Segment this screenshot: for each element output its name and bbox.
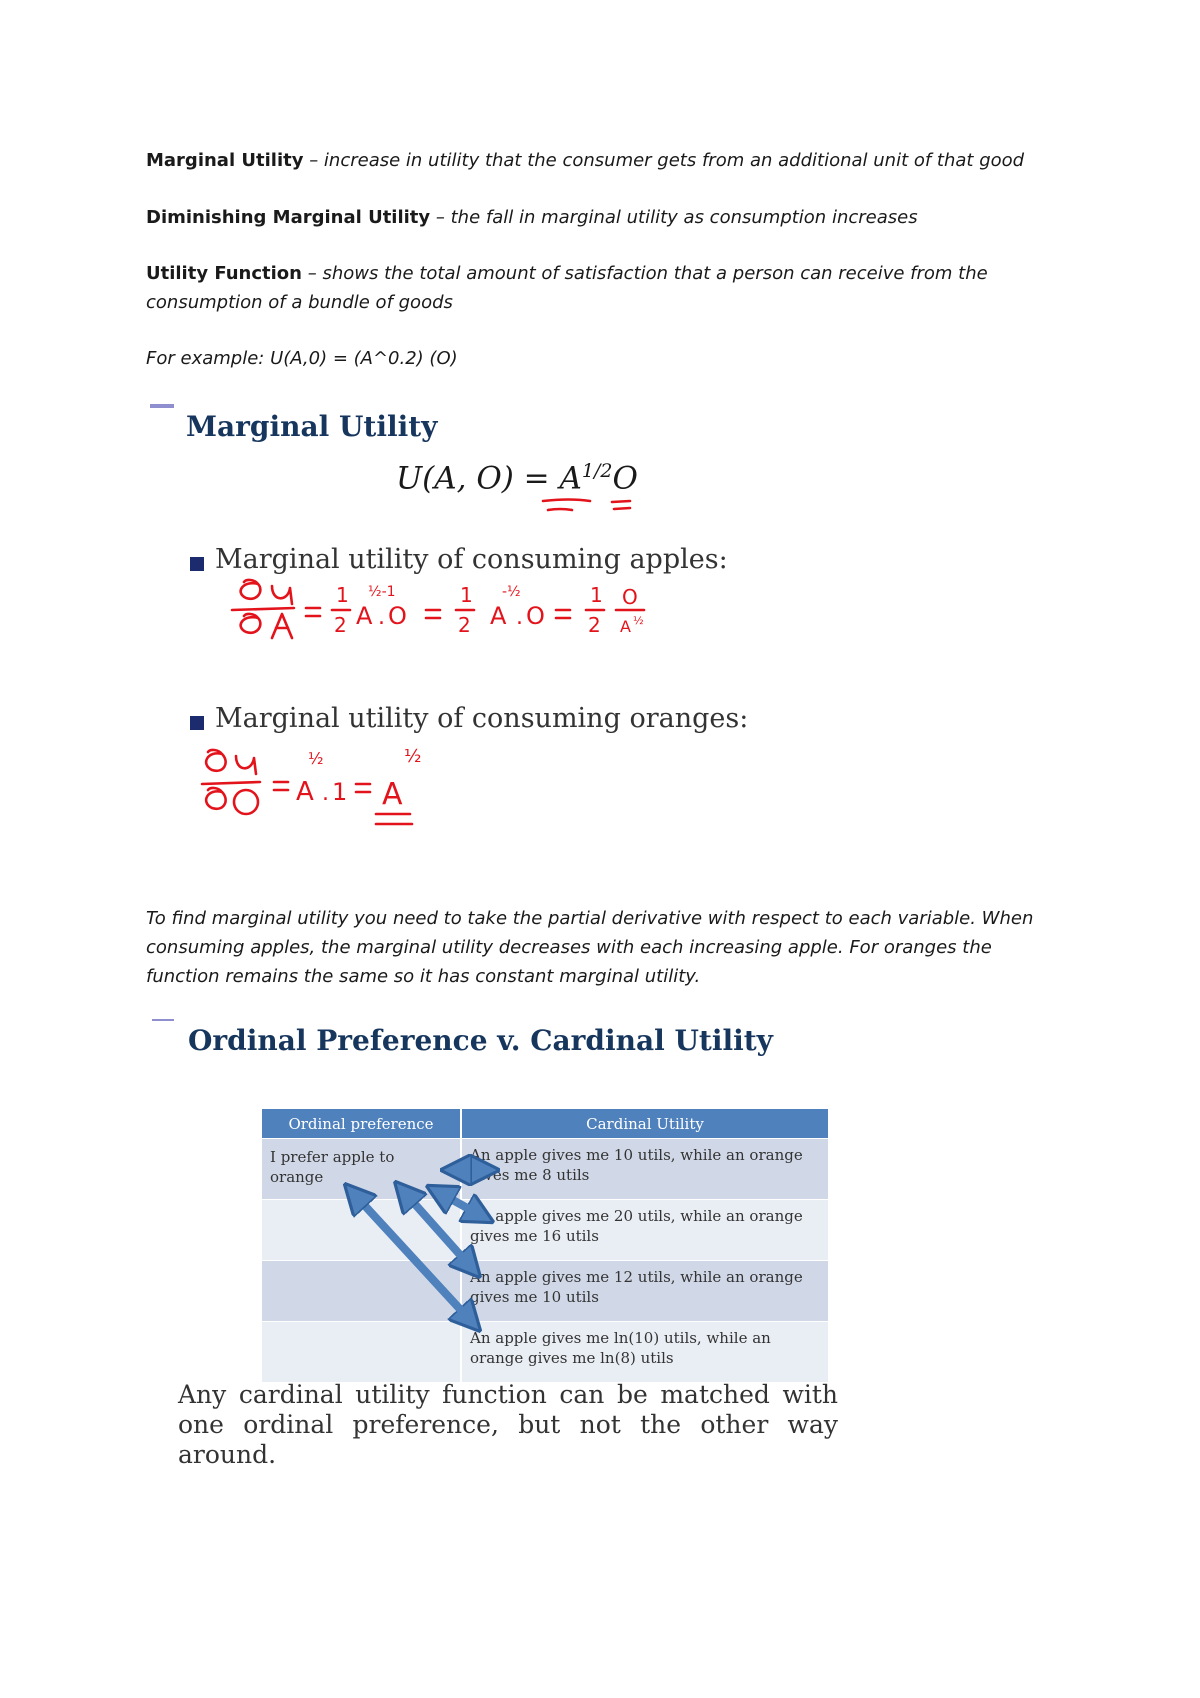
- formula-exponent: 1/2: [581, 460, 613, 482]
- example-text: For example: U(A,0) = (A^0.2) (O): [146, 348, 458, 369]
- bullet-apples: Marginal utility of consuming apples:: [215, 544, 728, 575]
- svg-text:.: .: [322, 781, 329, 806]
- svg-text:1: 1: [332, 778, 348, 806]
- svg-text:A: A: [490, 602, 507, 630]
- table-cell: An apple gives me 20 utils, while an orange gives me 16 utils: [461, 1200, 828, 1261]
- svg-text:½: ½: [633, 614, 644, 627]
- explanation-text: To find marginal utility you need to take the partial derivative with respect to each variable. When consuming apples, the marginal utility decreases with each increasing apple. For oranges the function remains the same so it has constant marginal utility.: [146, 908, 1034, 987]
- formula-rhs: O: [612, 460, 638, 497]
- svg-text:A: A: [356, 602, 373, 630]
- double-arrow-icon: [355, 1195, 470, 1320]
- svg-text:A: A: [620, 617, 631, 636]
- svg-text:A: A: [296, 777, 314, 807]
- svg-text:½-1: ½-1: [368, 584, 396, 600]
- svg-text:1: 1: [590, 583, 603, 607]
- definition-term: Diminishing Marginal Utility: [146, 207, 431, 228]
- header-cardinal-utility: Cardinal Utility: [461, 1109, 828, 1139]
- double-arrow-icon: [440, 1193, 480, 1215]
- svg-text:1: 1: [336, 583, 349, 607]
- slide-title-ordinal-cardinal: Ordinal Preference v. Cardinal Utility: [188, 1024, 773, 1057]
- definition-dash: –: [302, 263, 323, 284]
- svg-text:O: O: [388, 602, 407, 630]
- definition-term: Marginal Utility: [146, 150, 304, 171]
- bullet-oranges: Marginal utility of consuming oranges:: [215, 703, 749, 734]
- table-cell: An apple gives me ln(10) utils, while an orange gives me ln(8) utils: [461, 1322, 828, 1383]
- table-cell: An apple gives me 12 utils, while an orange gives me 10 utils: [461, 1261, 828, 1322]
- table-cell: I prefer apple to orange: [262, 1139, 461, 1200]
- definition-dash: –: [430, 207, 451, 228]
- table-cell: An apple gives me 10 utils, while an orange gives me 8 utils: [461, 1139, 828, 1200]
- svg-text:½: ½: [308, 749, 324, 768]
- slide-title-marginal-utility: Marginal Utility: [186, 410, 438, 443]
- svg-text:O: O: [622, 585, 638, 609]
- svg-text:2: 2: [458, 613, 471, 637]
- svg-text:.: .: [378, 605, 385, 630]
- definition-text: shows the total amount of satisfaction that a person can receive from the consumption of a bundle of goods: [146, 263, 988, 313]
- svg-text:2: 2: [334, 613, 347, 637]
- definition-term: Utility Function: [146, 263, 302, 284]
- svg-text:½: ½: [404, 746, 422, 767]
- svg-text:O: O: [526, 602, 545, 630]
- definition-text: increase in utility that the consumer gets from an additional unit of that good: [323, 150, 1025, 171]
- formula-lhs: U(A, O) = A: [396, 460, 582, 497]
- svg-text:-½: -½: [502, 584, 521, 600]
- svg-text:2: 2: [588, 613, 601, 637]
- definition-dash: –: [303, 150, 324, 171]
- svg-text:.: .: [516, 605, 523, 630]
- svg-text:A: A: [382, 777, 403, 812]
- svg-text:1: 1: [460, 583, 473, 607]
- definition-text: the fall in marginal utility as consumption increases: [450, 207, 918, 228]
- header-ordinal-preference: Ordinal preference: [262, 1109, 461, 1139]
- closing-statement: Any cardinal utility function can be matched with one ordinal preference, but not the other way around.: [178, 1380, 838, 1469]
